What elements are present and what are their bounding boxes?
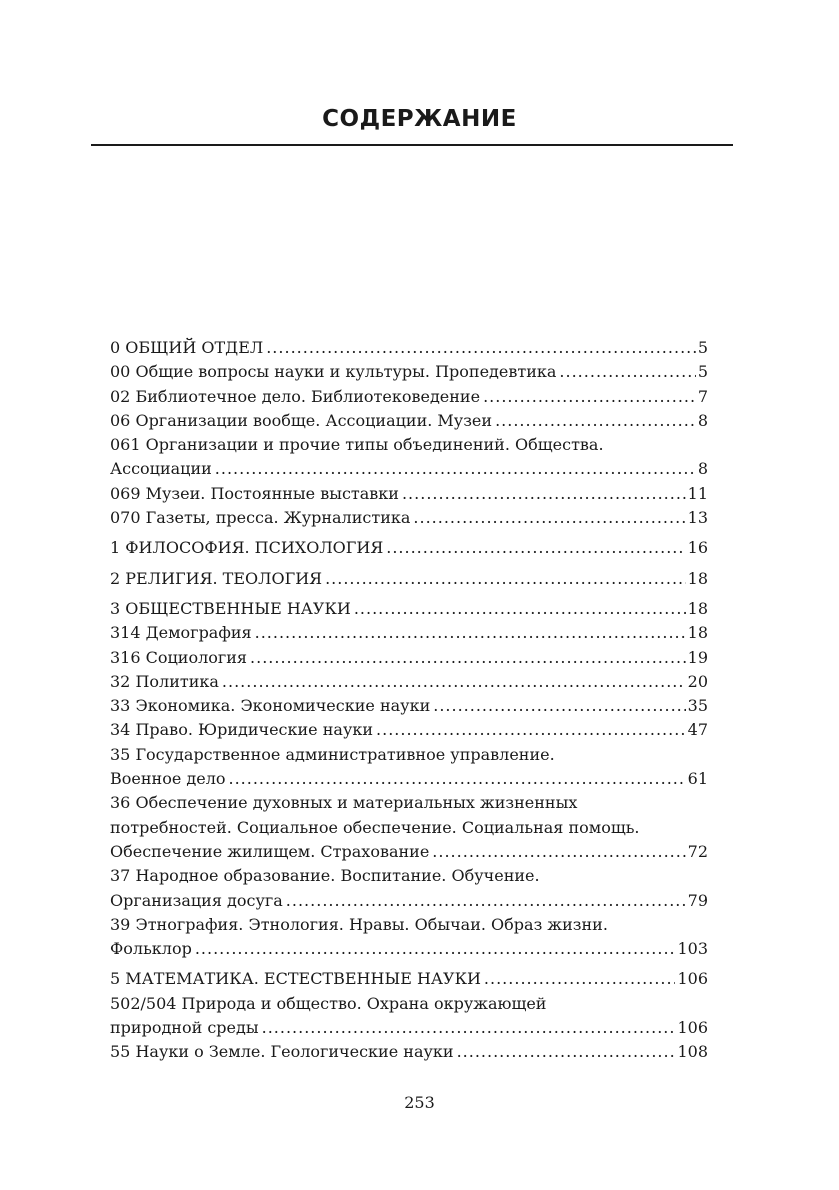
toc-entry-title-line: 37 Народное образование. Воспитание. Обучение. [110, 866, 540, 886]
dot-leader [376, 718, 686, 742]
dot-leader [262, 1016, 676, 1040]
toc-entry-title: 00 Общие вопросы науки и культуры. Пропедевтика [110, 362, 557, 382]
toc-entry [110, 567, 708, 591]
dot-leader [484, 967, 676, 991]
toc-entry [110, 864, 708, 913]
toc-entry [110, 536, 708, 560]
toc-entry-title-line: потребностей. Социальное обеспечение. Социальная помощь. [110, 817, 640, 837]
toc-entry-title-line: 35 Государственное административное управление. [110, 744, 555, 764]
dot-leader [457, 1040, 676, 1064]
toc-entry [110, 1040, 708, 1064]
toc-entry [110, 913, 708, 962]
toc-entry [110, 967, 708, 991]
toc-entry-page: 13 [687, 508, 708, 528]
table-of-contents [110, 336, 708, 1065]
toc-entry-row [110, 536, 708, 560]
dot-leader [286, 889, 686, 913]
toc-entry-title: Организация досуга [110, 890, 283, 910]
dot-leader [386, 536, 685, 560]
dot-leader [325, 567, 686, 591]
toc-entry-title-line: 36 Обеспечение духовных и материальных жизненных [110, 793, 578, 813]
toc-entry-title: 1 ФИЛОСОФИЯ. ПСИХОЛОГИЯ [110, 538, 384, 558]
toc-entry-page: 79 [687, 890, 708, 910]
page-title: СОДЕРЖАНИЕ [322, 106, 517, 132]
toc-entry-title: 3 ОБЩЕСТВЕННЫЕ НАУКИ [110, 598, 351, 618]
toc-entry-title-line: 502/504 Природа и общество. Охрана окружающей [110, 993, 547, 1013]
dot-leader [432, 840, 685, 864]
toc-entry-row [110, 621, 708, 645]
toc-entry-title: 5 МАТЕМАТИКА. ЕСТЕСТВЕННЫЕ НАУКИ [110, 969, 481, 989]
toc-entry-row [110, 597, 708, 621]
toc-entry-row [110, 482, 708, 506]
dot-leader [229, 767, 686, 791]
toc-entry-page: 61 [687, 769, 708, 789]
toc-entry-title: 0 ОБЩИЙ ОТДЕЛ [110, 338, 264, 357]
toc-entry [110, 743, 708, 792]
toc-entry-title: 070 Газеты, пресса. Журналистика [110, 508, 411, 528]
toc-entry [110, 646, 708, 670]
dot-leader [495, 409, 696, 433]
toc-entry [110, 670, 708, 694]
toc-entry [110, 482, 708, 506]
toc-entry-row [110, 385, 708, 409]
toc-entry-row [110, 457, 708, 481]
toc-entry [110, 433, 708, 482]
toc-entry-page: 20 [687, 671, 708, 691]
toc-entry-row [110, 670, 708, 694]
dot-leader [433, 694, 685, 718]
toc-entry-row [110, 646, 708, 670]
dot-leader [266, 336, 696, 360]
toc-entry-title: природной среды [110, 1018, 259, 1038]
toc-entry-page: 16 [687, 538, 708, 558]
toc-entry-row [110, 506, 708, 530]
toc-entry [110, 694, 708, 718]
toc-entry-row [110, 694, 708, 718]
toc-entry-page: 108 [677, 1042, 708, 1062]
toc-entry-title-line: 39 Этнография. Этнология. Нравы. Обычаи. Образ жизни. [110, 914, 608, 934]
toc-entry [110, 336, 708, 360]
dot-leader [413, 506, 685, 530]
dot-leader [354, 597, 686, 621]
toc-entry-title: 314 Демография [110, 623, 252, 643]
toc-entry-row [110, 1040, 708, 1064]
toc-entry-title: 2 РЕЛИГИЯ. ТЕОЛОГИЯ [110, 568, 323, 588]
title-divider [91, 144, 733, 146]
toc-entry-page: 8 [697, 459, 708, 479]
toc-entry-title: Военное дело [110, 769, 226, 789]
toc-entry-title: 33 Экономика. Экономические науки [110, 696, 431, 716]
toc-entry-title: 34 Право. Юридические науки [110, 720, 374, 740]
toc-entry-row [110, 567, 708, 591]
dot-leader [559, 360, 695, 384]
toc-entry-row [110, 336, 708, 360]
toc-entry [110, 992, 708, 1041]
toc-entry-title: Обеспечение жилищем. Страхование [110, 841, 430, 861]
toc-entry-title: Фольклор [110, 939, 192, 959]
toc-entry [110, 409, 708, 433]
toc-entry-page: 18 [687, 568, 708, 588]
toc-entry-page: 19 [687, 647, 708, 667]
dot-leader [250, 646, 686, 670]
toc-entry-page: 7 [697, 386, 708, 406]
dot-leader [222, 670, 686, 694]
toc-entry-title: 316 Социология [110, 647, 248, 667]
toc-entry [110, 621, 708, 645]
toc-entry-title: 06 Организации вообще. Ассоциации. Музеи [110, 410, 493, 430]
dot-leader [402, 482, 686, 506]
toc-entry-page: 5 [697, 338, 708, 357]
toc-entry-row [110, 360, 708, 384]
dot-leader [483, 385, 696, 409]
dot-leader [195, 937, 676, 961]
toc-entry-row [110, 889, 708, 913]
toc-entry-row [110, 767, 708, 791]
toc-entry-row [110, 840, 708, 864]
toc-entry-title: Ассоциации [110, 459, 212, 479]
toc-entry-page: 35 [687, 696, 708, 716]
toc-entry [110, 385, 708, 409]
toc-entry-page: 8 [697, 410, 708, 430]
toc-entry-row [110, 937, 708, 961]
toc-entry-title: 069 Музеи. Постоянные выставки [110, 483, 399, 503]
toc-entry-page: 5 [697, 362, 708, 382]
toc-entry-page: 11 [687, 483, 708, 503]
dot-leader [255, 621, 686, 645]
toc-entry-title: 55 Науки о Земле. Геологические науки [110, 1042, 454, 1062]
toc-entry-page: 18 [687, 598, 708, 618]
toc-entry-row [110, 718, 708, 742]
page-number: 253 [404, 1093, 435, 1112]
toc-entry-page: 106 [677, 969, 708, 989]
toc-entry-title: 02 Библиотечное дело. Библиотековедение [110, 386, 481, 406]
toc-entry-page: 106 [677, 1018, 708, 1038]
toc-entry [110, 791, 708, 864]
toc-entry-row [110, 1016, 708, 1040]
toc-entry-page: 47 [687, 720, 708, 740]
toc-entry [110, 597, 708, 621]
toc-entry-title: 32 Политика [110, 671, 219, 691]
toc-entry-title-line: 061 Организации и прочие типы объединений. Общества. [110, 435, 604, 455]
toc-entry [110, 506, 708, 530]
toc-entry-page: 18 [687, 623, 708, 643]
toc-entry [110, 360, 708, 384]
dot-leader [215, 457, 696, 481]
toc-entry-page: 72 [687, 841, 708, 861]
toc-entry-page: 103 [677, 939, 708, 959]
toc-entry [110, 718, 708, 742]
toc-entry-row [110, 409, 708, 433]
toc-entry-row [110, 967, 708, 991]
